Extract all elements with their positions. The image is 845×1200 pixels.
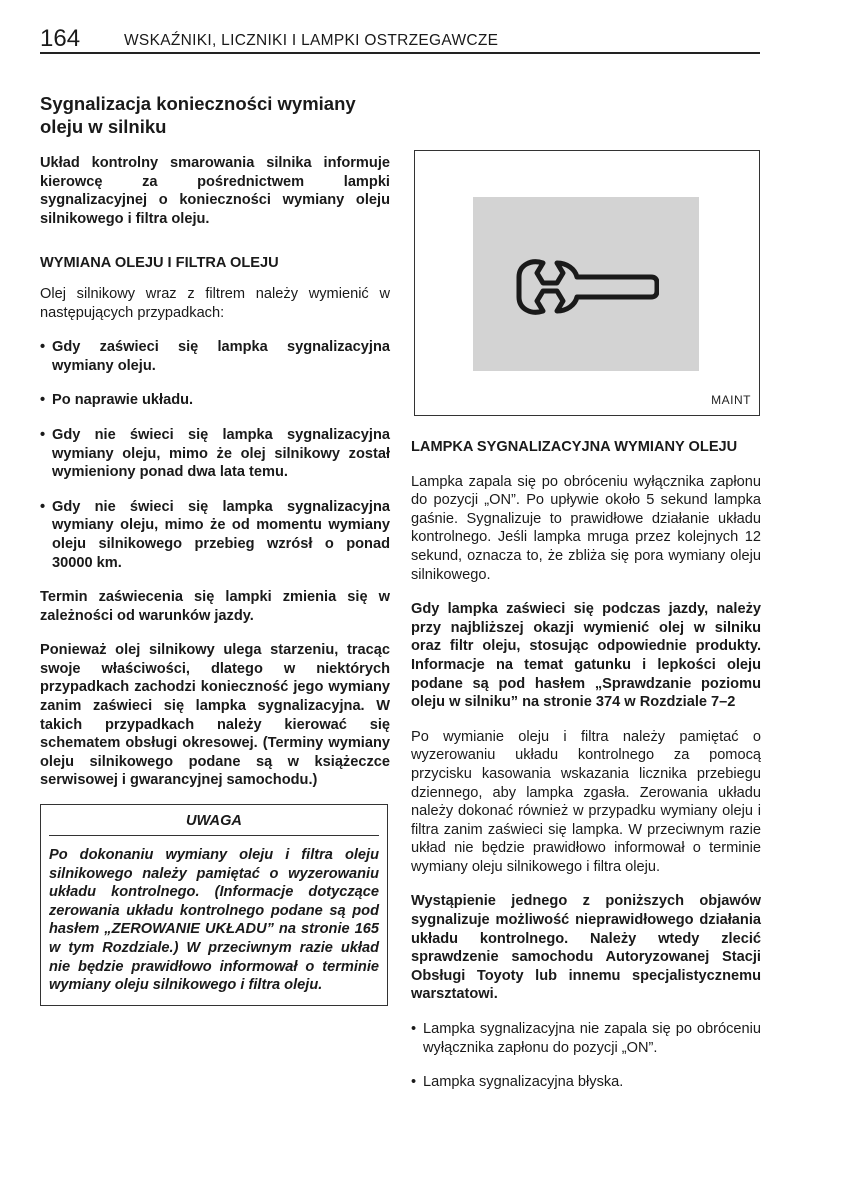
chapter-title: WSKAŹNIKI, LICZNIKI I LAMPKI OSTRZEGAWCZE: [124, 32, 499, 49]
list-item-text: Po naprawie układu.: [52, 392, 194, 409]
section-heading: Sygnalizacja konieczności wymiany oleju w silniku: [40, 93, 356, 137]
indicator-panel: [473, 197, 699, 371]
aging-paragraph: Ponieważ olej silnikowy ulega starzeniu, tracąc swoje właściwości, dlatego w niektórych przypadkach zachodzi konieczność jego wymiany zanim zaświeci się lampka sygnalizacyjna. W takich przypadkach należy kierować się schematem obsługi okresowej. (Terminy wymiany oleju silnikowego podane są w książeczce serwisowej i gwarancyjnej samochodu.): [40, 642, 390, 789]
intro-paragraph: Układ kontrolny smarowania silnika informuje kierowcę za pośrednictwem lampki sygnalizacyjnej o konieczności wymiany oleju silnikowego i filtra oleju.: [40, 155, 390, 227]
bullet-symbol: •: [411, 1021, 417, 1038]
list-item: [40, 498, 390, 572]
page-number: 164: [40, 25, 81, 52]
bullet-symbol: •: [40, 392, 46, 409]
list-item-text: Gdy nie świeci się lampka sygnalizacyjna wymiany oleju, mimo że od momentu wymiany oleju silnikowego przebieg wzrósł o ponad 30000 km.: [52, 498, 390, 571]
list-item-text: Gdy zaświeci się lampka sygnalizacyjna wymiany oleju.: [52, 339, 390, 374]
bullet-symbol: •: [40, 426, 46, 443]
list-item: [40, 338, 390, 375]
right-column: [411, 438, 761, 1092]
list-item: [411, 1020, 761, 1057]
list-item-text: Lampka sygnalizacyjna błyska.: [423, 1074, 624, 1091]
wrench-icon: [513, 257, 659, 317]
cases-intro-paragraph: Olej silnikowy wraz z filtrem należy wymienić w następujących przypadkach:: [40, 285, 390, 321]
indicator-paragraph-1: Lampka zapala się po obróceniu wyłącznika zapłonu do pozycji „ON”. Po upływie około 5 sekund lampka gaśnie. Sygnalizuje to prawidłowe działanie układu kontrolnego. Jeśli lampka mruga przez kolejnych 12 sekund, oznacza to, że zbliża się pora wymiany oleju silnikowego.: [411, 473, 761, 583]
left-column: [40, 92, 390, 1006]
indicator-paragraph-4: Wystąpienie jednego z poniższych objawów sygnalizuje możliwość nieprawidłowego działania układu kontrolnego. Należy wtedy zlecić sprawdzenie samochodu Autoryzowanej Stacji Obsługi Toyoty lub innemu specjalistycznemu warsztatowi.: [411, 893, 761, 1003]
list-item: [411, 1073, 761, 1092]
warning-title: UWAGA: [49, 805, 379, 836]
page-header: [40, 26, 760, 54]
timing-paragraph: Termin zaświecenia się lampki zmienia się w zależności od warunków jazdy.: [40, 589, 390, 624]
indicator-paragraph-3: Po wymianie oleju i filtra należy pamiętać o wyzerowaniu układu kontrolnego za pomocą przycisku kasowania wskazania licznika przebiegu dziennego, aby lampka zgasła. Zerowania układu należy dokonać również w przypadku wymiany oleju i filtra zanim zaświeci się lampka. W przeciwnym razie układ nie będzie prawidłowo informował o terminie wymiany oleju silnikowego i filtra oleju.: [411, 728, 761, 875]
list-item: [40, 426, 390, 482]
bullet-symbol: •: [40, 339, 46, 356]
maint-indicator-figure: [414, 150, 760, 416]
list-item: [40, 391, 390, 410]
list-item-text: Lampka sygnalizacyjna nie zapala się po obróceniu wyłącznika zapłonu do pozycji „ON”.: [423, 1021, 761, 1056]
warning-box: [40, 804, 388, 1006]
bullet-symbol: •: [40, 498, 46, 515]
list-item-text: Gdy nie świeci się lampka sygnalizacyjna wymiany oleju, mimo że olej silnikowy został wymieniony ponad dwa lata temu.: [52, 426, 390, 481]
maint-label: MAINT: [711, 393, 751, 407]
oil-change-subheading: WYMIANA OLEJU I FILTRA OLEJU: [40, 255, 279, 272]
indicator-subheading: LAMPKA SYGNALIZACYJNA WYMIANY OLEJU: [411, 439, 738, 455]
bullet-symbol: •: [411, 1074, 417, 1091]
warning-text: Po dokonaniu wymiany oleju i filtra oleju silnikowego należy pamiętać o wyzerowaniu układu kontrolnego. (Informacje dotyczące zerowania układu kontrolnego podane są pod hasłem „ZEROWANIE UKŁADU” na stronie 165 w tym Rozdziale.) W przeciwnym razie układ nie będzie prawidłowo informował o terminie wymiany oleju silnikowego i filtra oleju.: [49, 847, 379, 994]
indicator-paragraph-2: Gdy lampka zaświeci się podczas jazdy, należy przy najbliższej okazji wymienić olej w silniku oraz filtr oleju, stosując odpowiednie produkty. Informacje na temat gatunku i lepkości oleju podane są pod hasłem „Sprawdzanie poziomu oleju w silniku” na stronie 374 w Rozdziale 7–2: [411, 601, 761, 711]
